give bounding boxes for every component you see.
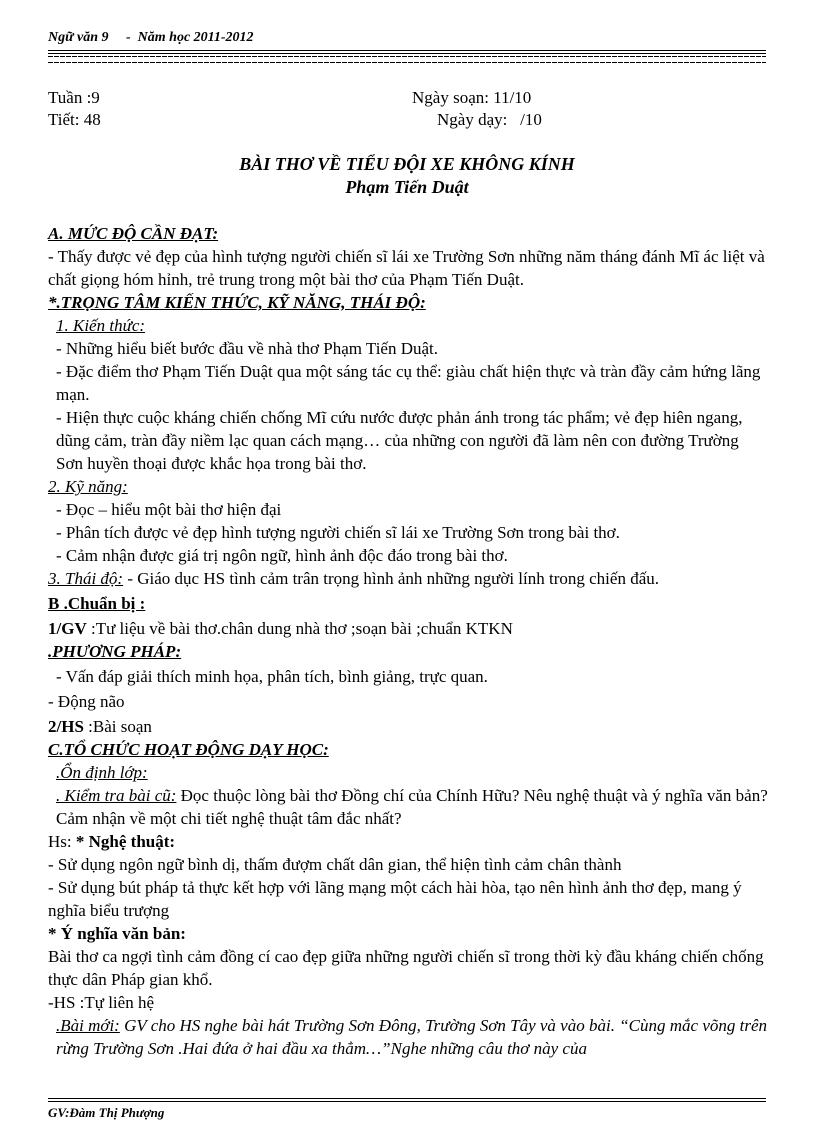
meaning-text: Bài thơ ca ngợi tình cảm đồng cí cao đẹp giữa những người chiến sĩ trong thời kỳ đầu kháng chiến chống thực dân Pháp gian khổ. [48,947,764,989]
lesson-label: Tiết: 48 [48,110,101,129]
header-rule [48,50,766,54]
stabilize-label: .Ổn định lớp: [56,763,148,782]
footer-rule [48,1098,766,1102]
header-school-year: Năm học 2011-2012 [137,30,254,45]
self-link-text: -HS :Tự liên hệ [48,993,155,1012]
check-old-lesson-label: . Kiểm tra bài cũ: [56,786,177,805]
knowledge-heading: 1. Kiến thức: [56,316,146,335]
brainstorm-text: - Động não [48,692,125,711]
meaning-heading: * Ý nghĩa văn bản: [48,924,186,943]
knowledge-item: - Hiện thực cuộc kháng chiến chống Mĩ cứu nước được phản ánh trong tác phẩm; vẻ đẹp hiên ngang, dũng cảm, tràn đầy niềm lạc quan cách mạng… của những con người đã làm nên con đường Trường Sơn huyền thoại được khắc họa trong bài thơ. [56,408,743,473]
attitude-heading: 3. Thái độ: [48,569,124,588]
header-subject: Ngữ văn 9 [48,30,109,45]
lesson-content [48,222,768,1060]
new-lesson-text: GV cho HS nghe bài hát Trường Sơn Đông, Trường Sơn Tây và vào bài. “Cùng mắc võng trên rừng Trường Sơn .Hai đứa ở hai đầu xa thẳm…”Nghe những câu thơ này của [56,1016,767,1058]
method-text: - Vấn đáp giải thích minh họa, phân tích, bình giảng, trực quan. [56,667,488,686]
section-a-heading: A. MỨC ĐỘ CẦN ĐẠT: [48,224,219,243]
hs-text: :Bài soạn [83,717,152,736]
skills-item: - Đọc – hiểu một bài thơ hiện đại [56,500,282,519]
attitude-text: - Giáo dục HS tình cảm trân trọng hình ảnh những người lính trong chiến đấu. [123,569,660,588]
gv-label: 1/GV [48,619,87,638]
hs-prefix: Hs: [48,832,76,851]
art-item: - Sử dụng ngôn ngữ bình dị, thấm đượm chất dân gian, thể hiện tình cảm chân thành [48,855,622,874]
knowledge-item: - Những hiểu biết bước đầu về nhà thơ Phạm Tiến Duật. [56,339,439,358]
header-equals-rule [48,56,766,64]
focus-heading: *.TRỌNG TÂM KIẾN THỨC, KỸ NĂNG, THÁI ĐỘ: [48,293,426,312]
section-c-heading: C.TỔ CHỨC HOẠT ĐỘNG DẠY HỌC: [48,740,329,759]
lesson-author: Phạm Tiến Duật [345,177,469,197]
section-a-text: - Thấy được vẻ đẹp của hình tượng người chiến sĩ lái xe Trường Sơn những năm tháng đánh Mĩ ác liệt và chất giọng hóm hỉnh, trẻ trung trong một bài thơ của Phạm Tiến Duật. [48,247,765,289]
prep-date: Ngày soạn: 11/10 [412,88,532,107]
check-old-lesson-text: Đọc thuộc lòng bài thơ Đồng chí của Chính Hữu? Nêu nghệ thuật và ý nghĩa văn bản? Cảm nhận về một chi tiết nghệ thuật tâm đắc nhất? [56,786,768,828]
art-heading: * Nghệ thuật: [75,832,176,851]
section-b-heading: B .Chuẩn bị : [48,594,146,613]
lesson-title: BÀI THƠ VỀ TIỂU ĐỘI XE KHÔNG KÍNH [239,154,575,174]
skills-item: - Cảm nhận được giá trị ngôn ngữ, hình ảnh độc đáo trong bài thơ. [56,546,508,565]
art-item: - Sử dụng bút pháp tả thực kết hợp với lãng mạng một cách hài hòa, tạo nên hình ảnh thơ đẹp, mang ý nghĩa biểu trượng [48,878,742,920]
header-separator: - [126,30,131,45]
method-heading: .PHƯƠNG PHÁP: [48,642,182,661]
gv-text: :Tư liệu về bài thơ.chân dung nhà thơ ;soạn bài ;chuẩn KTKN [86,619,513,638]
skills-heading: 2. Kỹ năng: [48,477,128,496]
teach-date: Ngày dạy: /10 [437,110,542,129]
footer-teacher: GV:Đàm Thị Phượng [48,1105,165,1120]
knowledge-item: - Đặc điểm thơ Phạm Tiến Duật qua một sáng tác cụ thể: giàu chất hiện thực và tràn đầy cảm hứng lãng mạn. [56,362,761,404]
skills-item: - Phân tích được vẻ đẹp hình tượng người chiến sĩ lái xe Trường Sơn trong bài thơ. [56,523,620,542]
hs-label: 2/HS [48,717,84,736]
new-lesson-label: .Bài mới: [56,1016,120,1035]
page-header [48,30,254,46]
week-label: Tuần :9 [48,88,100,107]
